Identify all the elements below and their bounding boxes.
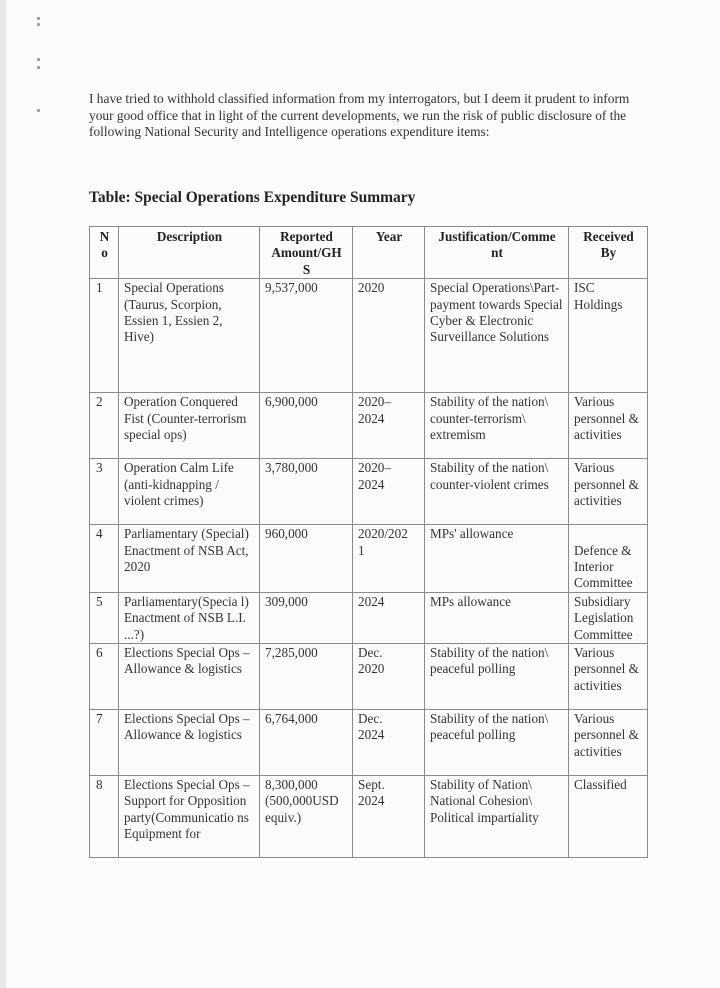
- cell-description: Elections Special Ops – Support for Opposition party(Communicatio ns Equipment for: [119, 776, 260, 858]
- cell-year: Dec. 2020: [353, 644, 425, 710]
- cell-justification: MPs' allowance: [425, 525, 569, 593]
- cell-description: Operation Calm Life (anti-kidnapping / violent crimes): [119, 459, 260, 525]
- cell-received-by: Subsidiary Legislation Committee: [569, 592, 648, 643]
- cell-justification: Stability of the nation\ peaceful polling: [425, 644, 569, 710]
- cell-year: 2020– 2024: [353, 459, 425, 525]
- cell-amount: 6,764,000: [260, 710, 353, 776]
- cell-description: Special Operations (Taurus, Scorpion, Essien 1, Essien 2, Hive): [119, 279, 260, 393]
- header-justification: Justification/Comme nt: [425, 227, 569, 279]
- header-no: N o: [90, 227, 119, 279]
- cell-description: Parliamentary (Special) Enactment of NSB Act, 2020: [119, 525, 260, 593]
- cell-year: Sept. 2024: [353, 776, 425, 858]
- scan-mark: [37, 17, 40, 20]
- table-row: [90, 393, 648, 459]
- cell-justification: Stability of the nation\ counter-terrorism\ extremism: [425, 393, 569, 459]
- header-description: Description: [119, 227, 260, 279]
- cell-received-by: Various personnel & activities: [569, 644, 648, 710]
- table-row: [90, 525, 648, 593]
- table-row: [90, 592, 648, 643]
- cell-amount: 7,285,000: [260, 644, 353, 710]
- cell-no: 6: [90, 644, 119, 710]
- cell-no: 8: [90, 776, 119, 858]
- cell-received-by: Various personnel & activities: [569, 459, 648, 525]
- cell-no: 5: [90, 592, 119, 643]
- cell-no: 1: [90, 279, 119, 393]
- cell-justification: Stability of the nation\ counter-violent crimes: [425, 459, 569, 525]
- page-edge: [0, 0, 6, 988]
- cell-description: Operation Conquered Fist (Counter-terrorism special ops): [119, 393, 260, 459]
- scan-mark: [37, 58, 40, 61]
- cell-amount: 6,900,000: [260, 393, 353, 459]
- cell-justification: Stability of the nation\ peaceful polling: [425, 710, 569, 776]
- cell-no: 7: [90, 710, 119, 776]
- cell-description: Parliamentary(Specia l) Enactment of NSB L.I. ...?): [119, 592, 260, 643]
- table-row: [90, 644, 648, 710]
- cell-year: 2020: [353, 279, 425, 393]
- cell-no: 4: [90, 525, 119, 593]
- cell-amount: 960,000: [260, 525, 353, 593]
- cell-year: 2020– 2024: [353, 393, 425, 459]
- cell-year: 2020/202 1: [353, 525, 425, 593]
- header-amount: Reported Amount/GH S: [260, 227, 353, 279]
- cell-received-by: Classified: [569, 776, 648, 858]
- cell-amount: 309,000: [260, 592, 353, 643]
- cell-amount: 3,780,000: [260, 459, 353, 525]
- cell-no: 3: [90, 459, 119, 525]
- cell-amount: 9,537,000: [260, 279, 353, 393]
- scan-mark: [37, 23, 40, 26]
- intro-paragraph: I have tried to withhold classified information from my interrogators, but I deem it prudent to inform your good office that in light of the current developments, we run the risk of public disclosure of the following National Security and Intelligence operations expenditure items:: [89, 91, 630, 139]
- cell-received-by: Various personnel & activities: [569, 393, 648, 459]
- scan-mark: [37, 66, 40, 69]
- cell-year: Dec. 2024: [353, 710, 425, 776]
- cell-justification: MPs allowance: [425, 592, 569, 643]
- table-title: Table: Special Operations Expenditure Summary: [89, 189, 416, 206]
- header-year: Year: [353, 227, 425, 279]
- table-row: [90, 279, 648, 393]
- table-header-row: [90, 227, 648, 279]
- cell-year: 2024: [353, 592, 425, 643]
- cell-description: Elections Special Ops – Allowance & logistics: [119, 710, 260, 776]
- table-row: [90, 776, 648, 858]
- cell-received-by: Defence & Interior Committee: [569, 525, 648, 593]
- cell-no: 2: [90, 393, 119, 459]
- cell-amount: 8,300,000 (500,000USD equiv.): [260, 776, 353, 858]
- cell-received-by: Various personnel & activities: [569, 710, 648, 776]
- cell-justification: Stability of Nation\ National Cohesion\ Political impartiality: [425, 776, 569, 858]
- table-row: [90, 459, 648, 525]
- table-row: [90, 710, 648, 776]
- cell-received-by: ISC Holdings: [569, 279, 648, 393]
- expenditure-table: [89, 226, 648, 858]
- cell-description: Elections Special Ops – Allowance & logistics: [119, 644, 260, 710]
- scan-mark: [37, 109, 40, 112]
- cell-justification: Special Operations\Part-payment towards Special Cyber & Electronic Surveillance Solutions: [425, 279, 569, 393]
- header-received-by: Received By: [569, 227, 648, 279]
